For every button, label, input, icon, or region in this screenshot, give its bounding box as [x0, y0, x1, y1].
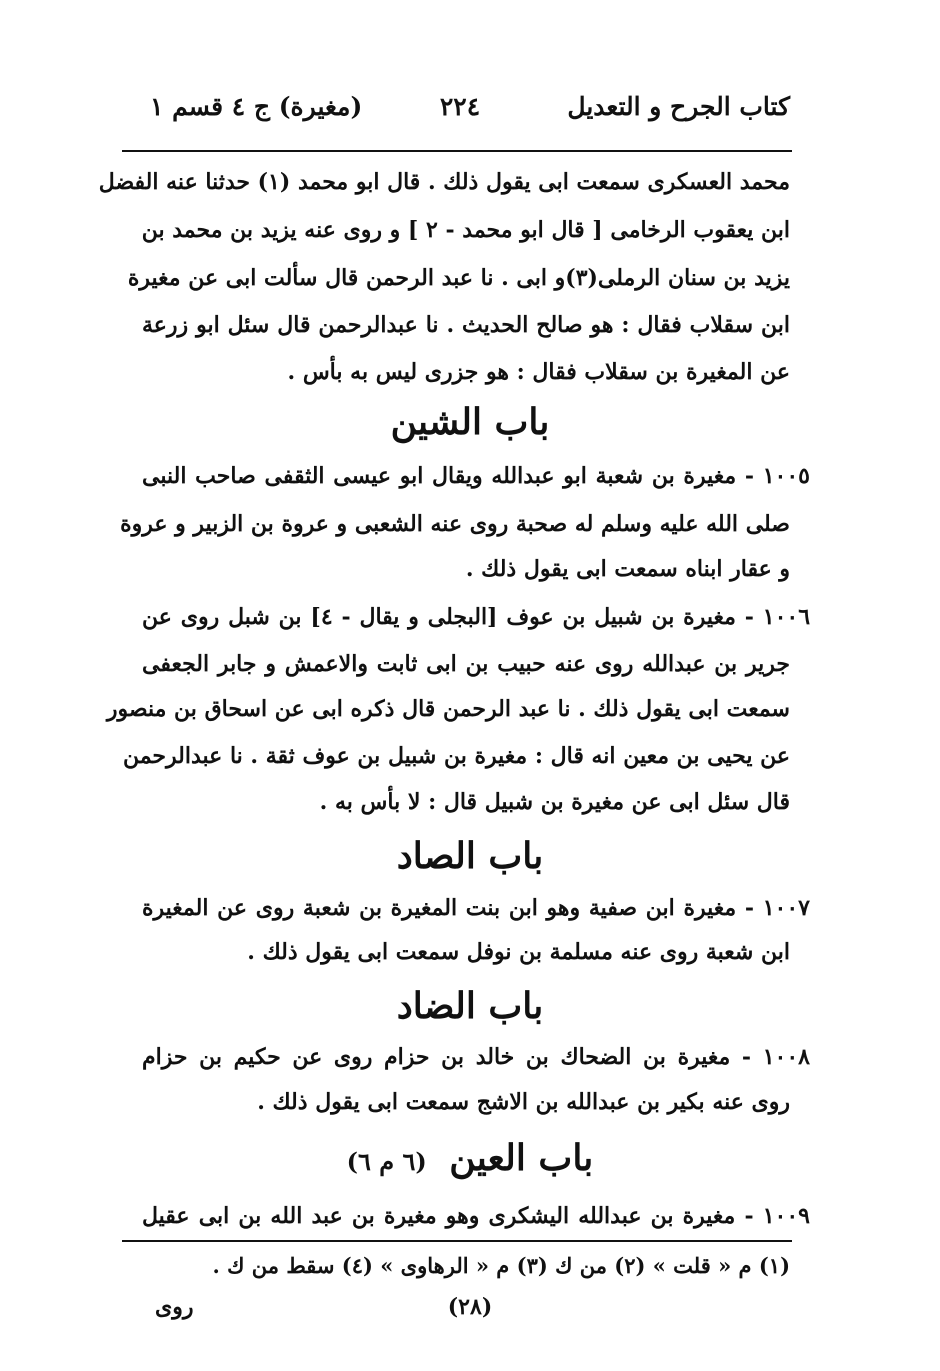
entry-1006-line: ١٠٠٦ - مغيرة بن شبيل بن عوف [البجلى و يقال - ٤] بن شبل روى عن	[142, 604, 811, 630]
entry-1007-line: ابن شعبة روى عنه مسلمة بن نوفل سمعت ابى يقول ذلك .	[247, 939, 790, 965]
heading-text: باب العين	[449, 1137, 594, 1179]
text-line: عن المغيرة بن سقلاب فقال : هو جزرى ليس به بأس .	[287, 359, 790, 385]
page-footer	[0, 1294, 940, 1328]
entry-1005-line: صلى الله عليه وسلم له صحبة روى عنه الشعبى و عروة بن الزبير و عروة	[120, 511, 790, 537]
page-number: ٢٢٤	[439, 92, 481, 121]
entry-1006-line: سمعت ابى يقول ذلك . نا عبد الرحمن قال ذكره ابى عن اسحاق بن منصور	[106, 696, 790, 722]
chapter-heading-shin: باب الشين	[390, 401, 550, 443]
book-title: كتاب الجرح و التعديل	[567, 92, 790, 121]
header-rule	[122, 150, 792, 152]
entry-1008-line: ١٠٠٨ - مغيرة بن الضحاك بن خالد بن حزام روى عن حكيم بن حزام	[142, 1044, 810, 1070]
entry-1006-line: عن يحيى بن معين انه قال : مغيرة بن شبيل بن عوف ثقة . نا عبدالرحمن	[122, 743, 790, 769]
entry-1005-line: ١٠٠٥ - مغيرة بن شعبة ابو عبدالله ويقال ابو عيسى الثقفى صاحب النبى	[142, 463, 810, 489]
entry-1009-line: ١٠٠٩ - مغيرة بن عبدالله اليشكرى وهو مغيرة بن عبد الله بن ابى عقيل	[142, 1203, 810, 1229]
text-line: يزيد بن سنان الرملى(٣)و ابى . نا عبد الرحمن قال سألت ابى عن مغيرة	[127, 265, 790, 291]
entry-1006-line: قال سئل ابى عن مغيرة بن شبيل قال : لا بأس به .	[319, 789, 790, 815]
footer-page-number: (٢٨)	[447, 1294, 493, 1320]
text-line: ابن سقلاب فقال : هو صالح الحديث . نا عبدالرحمن قال سئل ابو زرعة	[142, 312, 790, 338]
running-header	[130, 92, 790, 138]
catchword: روى	[155, 1294, 194, 1320]
text-line: ابن يعقوب الرخامى [ قال ابو محمد - ٢ ] و روى عنه يزيد بن محمد بن	[141, 217, 790, 243]
section-label: (مغيرة) ج ٤ قسم ١	[150, 92, 363, 121]
text-line: محمد العسكرى سمعت ابى يقول ذلك . قال ابو محمد (١) حدثنا عنه الفضل	[98, 169, 790, 195]
footnote: (١) م « قلت » (٢) من ك (٣) م « الرهاوى » (٤) سقط من ك .	[212, 1253, 790, 1278]
signature-mark: (٦ م ٦)	[346, 1147, 427, 1176]
footnote-rule	[122, 1240, 792, 1242]
chapter-heading-dad: باب الضاد	[396, 985, 544, 1027]
entry-1007-line: ١٠٠٧ - مغيرة ابن صفية وهو ابن بنت المغيرة بن شعبة روى عن المغيرة	[142, 895, 810, 921]
entry-1005-line: و عقار ابناه سمعت ابى يقول ذلك .	[465, 556, 790, 582]
entry-1008-line: روى عنه بكير بن عبدالله بن الاشج سمعت ابى يقول ذلك .	[257, 1089, 790, 1115]
entry-1006-line: جرير بن عبدالله روى عنه حبيب بن ابى ثابت والاعمش و جابر الجعفى	[142, 651, 790, 677]
chapter-heading-ain	[0, 1134, 940, 1186]
chapter-heading-sad: باب الصاد	[396, 835, 544, 877]
